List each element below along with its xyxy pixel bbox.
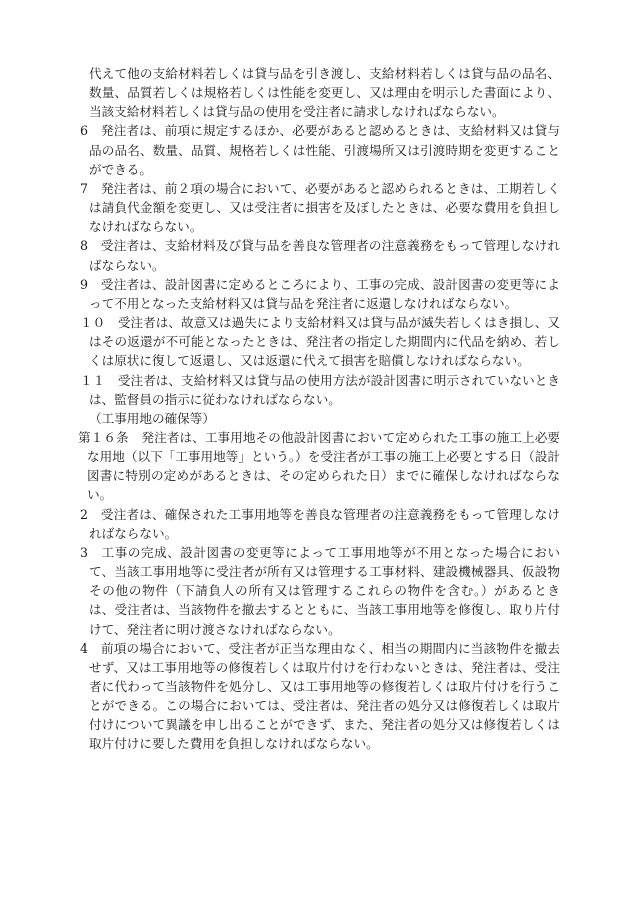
- paragraph-item-10: １０ 受注者は、故意又は過失により支給材料又は貸与品が滅失若しくはき損し、又はその返還が不可能となったときは、発注者の指定した期間内に代品を納め、若しくは原状に復して返還し、又は返還に代えて損害を賠償しなければならない。: [80, 315, 560, 369]
- document-body: [80, 64, 560, 754]
- paragraph-item-4: 4 前項の場合において、受注者が正当な理由なく、相当の期間内に当該物件を撤去せず、又は工事用地等の修復若しくは取片付けを行わないときは、発注者は、受注者に代わって当該物件を処分し、又は工事用地等の修復若しくは取片付けを行うことができる。この場合においては、受注者は、発注者の処分又は修復若しくは取片付けについて異議を申し出ることができず、また、発注者の処分又は修復若しくは取片付けに要した費用を負担しなければならない。: [80, 640, 560, 752]
- paragraph-item-3: 3 工事の完成、設計図書の変更等によって工事用地等が不用となった場合において、当該工事用地等に受注者が所有又は管理する工事材料、建設機械器具、仮設物その他の物件（下請負人の所有又は管理するこれらの物件を含む。）があるときは、受注者は、当該物件を撤去するとともに、当該工事用地等を修復し、取り片付けて、発注者に明け渡さなければならない。: [80, 544, 561, 637]
- article-16: 第１６条 発注者は、工事用地その他設計図書において定められた工事の施工上必要な用地（以下「工事用地等」という。）を受注者が工事の施工上必要とする日（設計図書に特別の定めがあるときは、その定められた日）までに確保しなければならない。: [78, 429, 560, 503]
- paragraph-item-8: 8 受注者は、支給材料及び貸与品を善良な管理者の注意義務をもって管理しなければならない。: [80, 238, 560, 273]
- paragraph-item-7: 7 発注者は、前２項の場合において、必要があると認められるときは、工期若しくは請負代金額を変更し、又は受注者に損害を及ぼしたときは、必要な費用を負担しなければならない。: [80, 180, 560, 235]
- paragraph-item-9: 9 受注者は、設計図書に定めるところにより、工事の完成、設計図書の変更等によって不用となった支給材料又は貸与品を発注者に返還しなければならない。: [80, 276, 560, 311]
- paragraph-item-2: 2 受注者は、確保された工事用地等を善良な管理者の注意義務をもって管理しなければならない。: [80, 506, 560, 541]
- paragraph-continuation: 代えて他の支給材料若しくは貸与品を引き渡し、支給材料若しくは貸与品の品名、数量、品質若しくは規格若しくは性能を変更し、又は理由を明示した書面により、当該支給材料若しくは貸与品の使用を受注者に請求しなければならない。: [89, 66, 560, 120]
- article-caption: （工事用地の確保等）: [89, 410, 215, 426]
- paragraph-item-6: 6 発注者は、前項に規定するほか、必要があると認めるときは、支給材料又は貸与品の品名、数量、品質、規格若しくは性能、引渡場所又は引渡時期を変更することができる。: [80, 123, 561, 177]
- paragraph-item-11: １１ 受注者は、支給材料又は貸与品の使用方法が設計図書に明示されていないときは、監督員の指示に従わなければならない。: [80, 372, 560, 407]
